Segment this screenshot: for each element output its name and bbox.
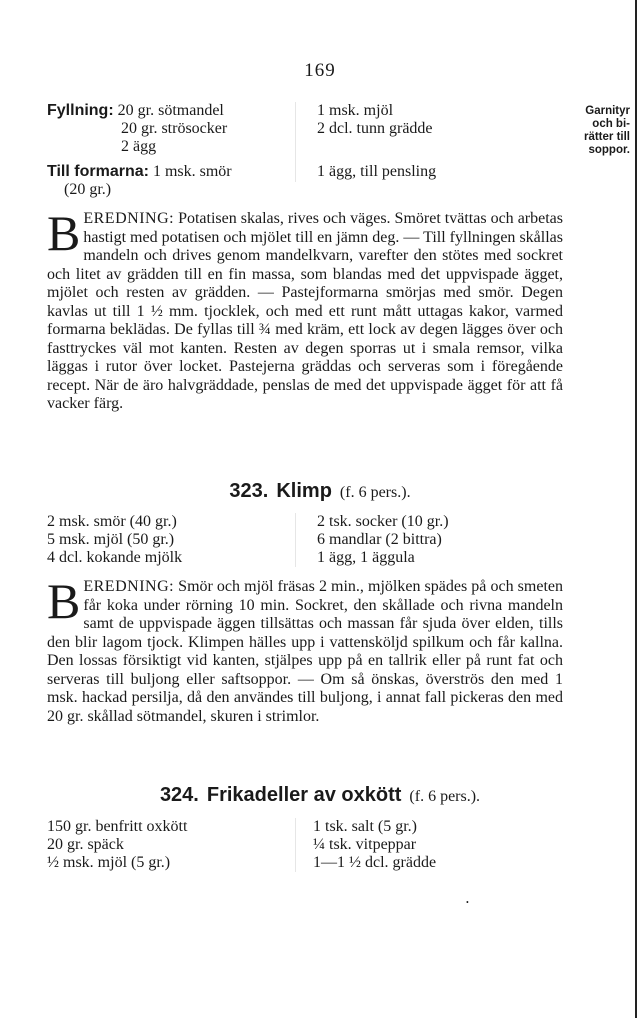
ingredient-text: 20 gr. sötmandel: [117, 102, 224, 119]
stray-mark: •: [466, 898, 469, 907]
column-divider: [295, 513, 296, 567]
method-lead: EREDNING:: [83, 578, 175, 595]
page-edge-line: [635, 0, 637, 1018]
ingredient-line: 6 mandlar (2 bittra): [317, 531, 442, 548]
ingredient-label: Fyllning:: [47, 102, 114, 119]
method-text: Smör och mjöl fräsas 2 min., mjölken spädes på och smeten får koka under rörning 10 min. Sockret, den skållade och rivna mandeln samt de uppvispade äggen tillsättas och massan får sjuda över elden, tills den blir lagom tjock. Klimpen hälles upp i vattensköljd spilkum och får kallna. Den lossas försiktigt vid kanten, stjälpes upp på en tallrik eller på runt fat och serveras till buljong eller saftsoppor. — Om så önskas, överströs den med 1 msk. hackad persilja, då den användes till buljong, i annat fall pickeras den med 20 gr. skållad sötmandel, skuren i strimlor.: [47, 578, 563, 725]
ingredient-line: 1 tsk. salt (5 gr.): [313, 818, 417, 835]
method-lead: EREDNING:: [83, 210, 175, 227]
ingredient-line: 2 tsk. socker (10 gr.): [317, 513, 449, 530]
ingredient-line: 1 ägg, till pensling: [317, 163, 437, 180]
recipe-serves: (f. 6 pers.).: [409, 788, 481, 805]
ingredient-text: 1 msk. smör: [152, 163, 232, 180]
ingredient-line: [47, 163, 232, 181]
ingredient-line: 4 dcl. kokande mjölk: [47, 549, 183, 566]
column-divider: [295, 818, 296, 872]
ingredient-line: 2 ägg: [121, 138, 157, 155]
ingredient-line: 150 gr. benfritt oxkött: [47, 818, 188, 835]
ingredient-line: 5 msk. mjöl (50 gr.): [47, 531, 175, 548]
column-divider: [295, 102, 296, 182]
drop-cap: B: [47, 205, 81, 261]
ingredient-line: 2 dcl. tunn grädde: [317, 120, 433, 137]
drop-cap: B: [47, 573, 81, 629]
ingredient-line: 20 gr. strösocker: [121, 120, 228, 137]
ingredient-line: 1—1 ½ dcl. grädde: [313, 854, 437, 871]
margin-note-line: rätter till: [583, 131, 630, 143]
ingredient-label: Till formarna:: [47, 163, 149, 180]
ingredient-line: ¼ tsk. vitpeppar: [313, 836, 417, 853]
method-paragraph: [47, 205, 563, 414]
method-paragraph: [47, 573, 563, 726]
recipe-title: Klimp: [276, 480, 332, 502]
margin-note: [556, 105, 630, 157]
ingredient-line: [47, 102, 224, 120]
margin-note-line: Garnityr: [585, 105, 630, 117]
ingredient-line: 1 ägg, 1 äggula: [317, 549, 415, 566]
margin-note-line: och bi-: [592, 118, 630, 130]
ingredient-line: 20 gr. späck: [47, 836, 124, 853]
recipe-number: 323.: [229, 480, 269, 502]
recipe-number: 324.: [159, 784, 199, 806]
ingredient-line: ½ msk. mjöl (5 gr.): [47, 854, 171, 871]
ingredient-line: (20 gr.): [64, 181, 112, 198]
recipe-heading: [0, 480, 640, 503]
page-number: 169: [304, 60, 336, 81]
recipe-heading: [0, 784, 640, 807]
recipe-serves: (f. 6 pers.).: [339, 484, 411, 501]
method-text: Potatisen skalas, rives och väges. Smöret tvättas och arbetas hastigt med potatisen och mjölet till en jämn deg. — Till fyllningen skållas mandeln och drives genom mandelkvarn, varefter den stötes med sockret och litet av grädden till en fin massa, som blandas med det uppvispade ägget, mjölet och resten av grädden. — Pastejformarna smörjas med smör. Degen kavlas ut till 1 ½ mm. tjocklek, och med ett runt mått uttagas kakor, varmed formarna beklädas. De fyllas till ¾ med kräm, ett lock av degen lägges över och fasttryckes väl mot kanten. Resten av degen sporras ut i smala remsor, vilka läggas i rutor över locket. Pastejerna gräddas och serveras som i föregående recept. När de äro halvgräddade, penslas de med det uppvispade ägget för att få vacker färg.: [47, 210, 563, 412]
margin-note-line: soppor.: [588, 144, 630, 156]
ingredient-line: 1 msk. mjöl: [317, 102, 394, 119]
recipe-title: Frikadeller av oxkött: [206, 784, 402, 806]
ingredient-line: 2 msk. smör (40 gr.): [47, 513, 177, 530]
